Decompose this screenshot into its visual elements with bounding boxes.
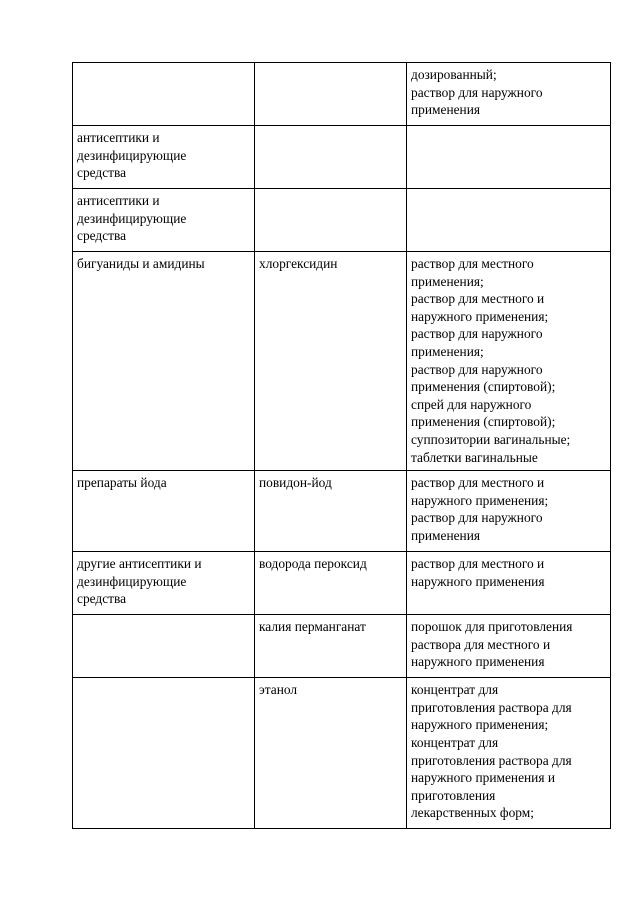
table-body: [73, 63, 611, 829]
cell-text-line: раствор для местного и: [411, 291, 545, 307]
group-cell: [73, 189, 255, 252]
cell-text-line: концентрат для: [411, 734, 499, 750]
cell-text-line: применения: [411, 102, 481, 118]
cell-text-line: антисептики и: [77, 193, 160, 208]
cell-text-line: приготовления раствора для: [411, 699, 572, 715]
cell-text-line: раствор для наружного: [411, 510, 543, 526]
cell-text-line: средства: [77, 228, 127, 244]
dosage-form-cell: [407, 678, 611, 829]
cell-text-line: раствор для местного и: [411, 475, 545, 491]
cell-text-line: приготовления: [411, 787, 496, 803]
substance-cell: [255, 126, 407, 189]
dosage-form-cell: [407, 126, 611, 189]
table-row: [73, 126, 611, 189]
cell-text-line: наружного применения;: [411, 308, 549, 324]
cell-text-line: суппозитории вагинальные;: [411, 431, 571, 447]
dosage-form-cell: [407, 252, 611, 471]
table-row: [73, 678, 611, 829]
table-row: [73, 552, 611, 615]
drug-classification-table: [72, 62, 611, 829]
cell-text-line: наружного применения;: [411, 492, 549, 508]
group-cell: [73, 252, 255, 471]
dosage-form-cell: [407, 615, 611, 678]
group-cell: [73, 126, 255, 189]
cell-text-line: наружного применения: [411, 654, 545, 670]
cell-text-line: лекарственных форм;: [411, 805, 534, 821]
cell-text-line: применения: [411, 527, 481, 543]
cell-text-line: раствор для местного: [411, 256, 534, 271]
substance-cell: [255, 189, 407, 252]
substance-cell: [255, 678, 407, 829]
group-cell: [73, 678, 255, 829]
cell-text-line: наружного применения и: [411, 770, 556, 786]
cell-text-line: раствор для наружного: [411, 84, 543, 100]
substance-cell: [255, 252, 407, 471]
cell-text-line: средства: [77, 165, 127, 181]
table-row: [73, 63, 611, 126]
table-row: [73, 189, 611, 252]
cell-text-line: раствор для местного и: [411, 556, 545, 572]
cell-text-line: калия перманганат: [259, 619, 366, 635]
substance-cell: [255, 63, 407, 126]
dosage-form-cell: [407, 471, 611, 552]
cell-text-line: концентрат для: [411, 682, 499, 698]
cell-text-line: применения (спиртовой);: [411, 414, 556, 430]
cell-text-line: этанол: [259, 682, 298, 698]
cell-text-line: повидон-йод: [259, 475, 332, 491]
cell-text-line: препараты йода: [77, 475, 167, 491]
substance-cell: [255, 471, 407, 552]
table-row: [73, 471, 611, 552]
cell-text-line: другие антисептики и: [77, 556, 202, 572]
cell-text-line: наружного применения: [411, 573, 545, 589]
cell-text-line: дезинфицирующие: [77, 573, 187, 589]
substance-cell: [255, 615, 407, 678]
group-cell: [73, 615, 255, 678]
cell-text-line: применения;: [411, 273, 484, 289]
cell-text-line: дозированный;: [411, 67, 497, 82]
cell-text-line: бигуаниды и амидины: [77, 256, 205, 271]
table-row: [73, 252, 611, 471]
cell-text-line: приготовления раствора для: [411, 752, 572, 768]
cell-text-line: хлоргексидин: [259, 256, 338, 271]
cell-text-line: применения (спиртовой);: [411, 379, 556, 395]
cell-text-line: дезинфицирующие: [77, 210, 187, 226]
table-row: [73, 615, 611, 678]
cell-text-line: водорода пероксид: [259, 556, 367, 572]
dosage-form-cell: [407, 63, 611, 126]
cell-text-line: применения;: [411, 343, 484, 359]
substance-cell: [255, 552, 407, 615]
cell-text-line: порошок для приготовления: [411, 619, 573, 635]
cell-text-line: раствора для местного и: [411, 636, 551, 652]
cell-text-line: наружного применения;: [411, 717, 549, 733]
cell-text-line: раствор для наружного: [411, 326, 543, 342]
group-cell: [73, 552, 255, 615]
dosage-form-cell: [407, 552, 611, 615]
cell-text-line: таблетки вагинальные: [411, 449, 538, 465]
cell-text-line: раствор для наружного: [411, 361, 543, 377]
dosage-form-cell: [407, 189, 611, 252]
cell-text-line: спрей для наружного: [411, 396, 532, 412]
group-cell: [73, 63, 255, 126]
group-cell: [73, 471, 255, 552]
cell-text-line: антисептики и: [77, 130, 160, 145]
cell-text-line: средства: [77, 591, 127, 607]
cell-text-line: дезинфицирующие: [77, 147, 187, 163]
